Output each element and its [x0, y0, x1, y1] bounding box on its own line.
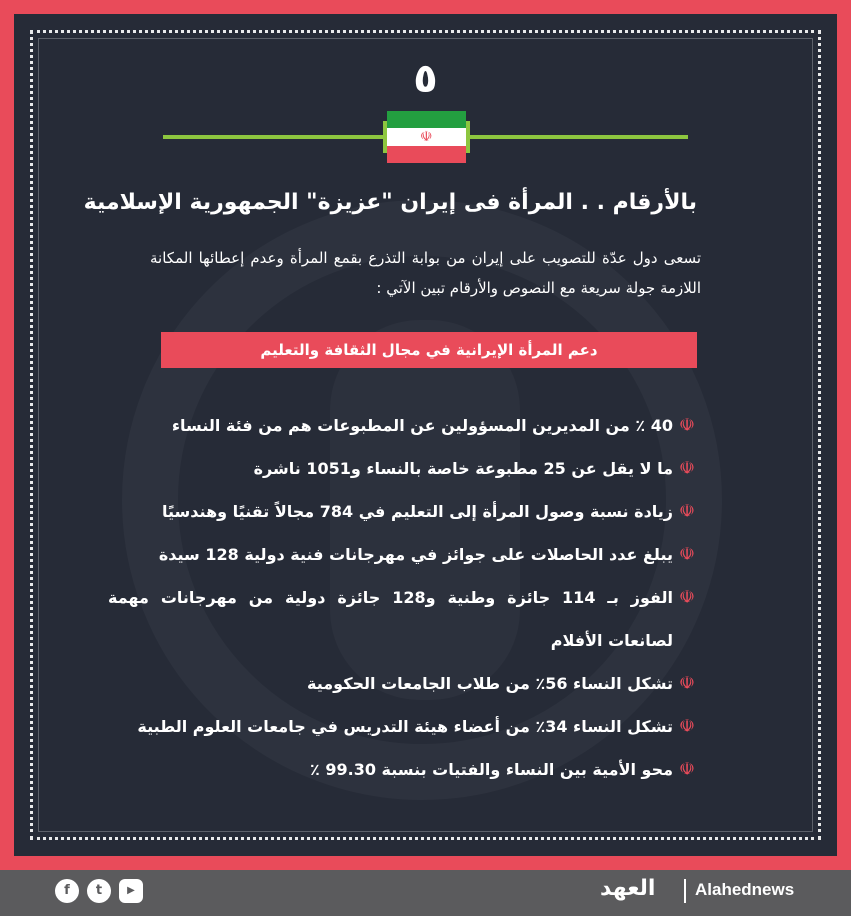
list-item: ☫ يبلغ عدد الحاصلات على جوائز في مهرجانات فنية دولية 128 سيدة: [108, 533, 701, 576]
divider-right-tick: [466, 121, 470, 153]
emblem-bullet-icon: ☫: [678, 716, 696, 737]
section-banner: دعم المرأة الإيرانية في مجال الثقافة والتعليم: [161, 332, 697, 368]
emblem-bullet-icon: ☫: [678, 415, 696, 436]
facebook-icon[interactable]: f: [55, 879, 79, 903]
emblem-bullet-icon: ☫: [678, 458, 696, 479]
youtube-icon[interactable]: ▶: [119, 879, 143, 903]
intro-paragraph: تسعى دول عدّة للتصويب على إيران من بوابة التذرع بقمع المرأة وعدم إعطائها المكانة اللازمة جولة سريعة مع النصوص والأرقام تبين الآتي :: [150, 249, 701, 297]
facts-list: [108, 404, 701, 791]
list-item: ☫ 40 ٪ من المديرين المسؤولين عن المطبوعات هم من فئة النساء: [108, 404, 701, 447]
page-title: بالأرقام . . المرأة فى إيران "عزيزة" الجمهورية الإسلامية: [83, 190, 697, 215]
iran-flag-icon: [387, 111, 466, 163]
divider-right: [466, 135, 688, 139]
emblem-bullet-icon: ☫: [678, 759, 696, 780]
brand-name: Alahednews: [695, 880, 795, 899]
iran-emblem-icon: ☫: [420, 129, 433, 145]
list-item: ☫ محو الأمية بين النساء والفتيات بنسبة 99.30 ٪: [108, 748, 701, 791]
list-item: ☫ زيادة نسبة وصول المرأة إلى التعليم في 784 مجالاً تقنيًا وهندسيًا: [108, 490, 701, 533]
divider-left: [163, 135, 387, 139]
emblem-bullet-icon: ☫: [678, 544, 696, 565]
list-item: ☫ تشكل النساء 56٪ من طلاب الجامعات الحكومية: [108, 662, 701, 705]
emblem-bullet-icon: ☫: [678, 587, 696, 608]
emblem-bullet-icon: ☫: [678, 673, 696, 694]
slide-number: ٥: [413, 56, 438, 102]
list-item: ☫ تشكل النساء 34٪ من أعضاء هيئة التدريس في جامعات العلوم الطبية: [108, 705, 701, 748]
brand-separator: [684, 879, 686, 903]
list-item: ☫ ما لا يقل عن 25 مطبوعة خاصة بالنساء و1051 ناشرة: [108, 447, 701, 490]
emblem-bullet-icon: ☫: [678, 501, 696, 522]
brand-logo-arabic: العهد: [600, 876, 656, 901]
list-item: ☫ الفوز بـ 114 جائزة وطنية و128 جائزة دولية من مهرجانات مهمة لصانعات الأفلام: [108, 576, 701, 662]
twitter-icon[interactable]: t: [87, 879, 111, 903]
